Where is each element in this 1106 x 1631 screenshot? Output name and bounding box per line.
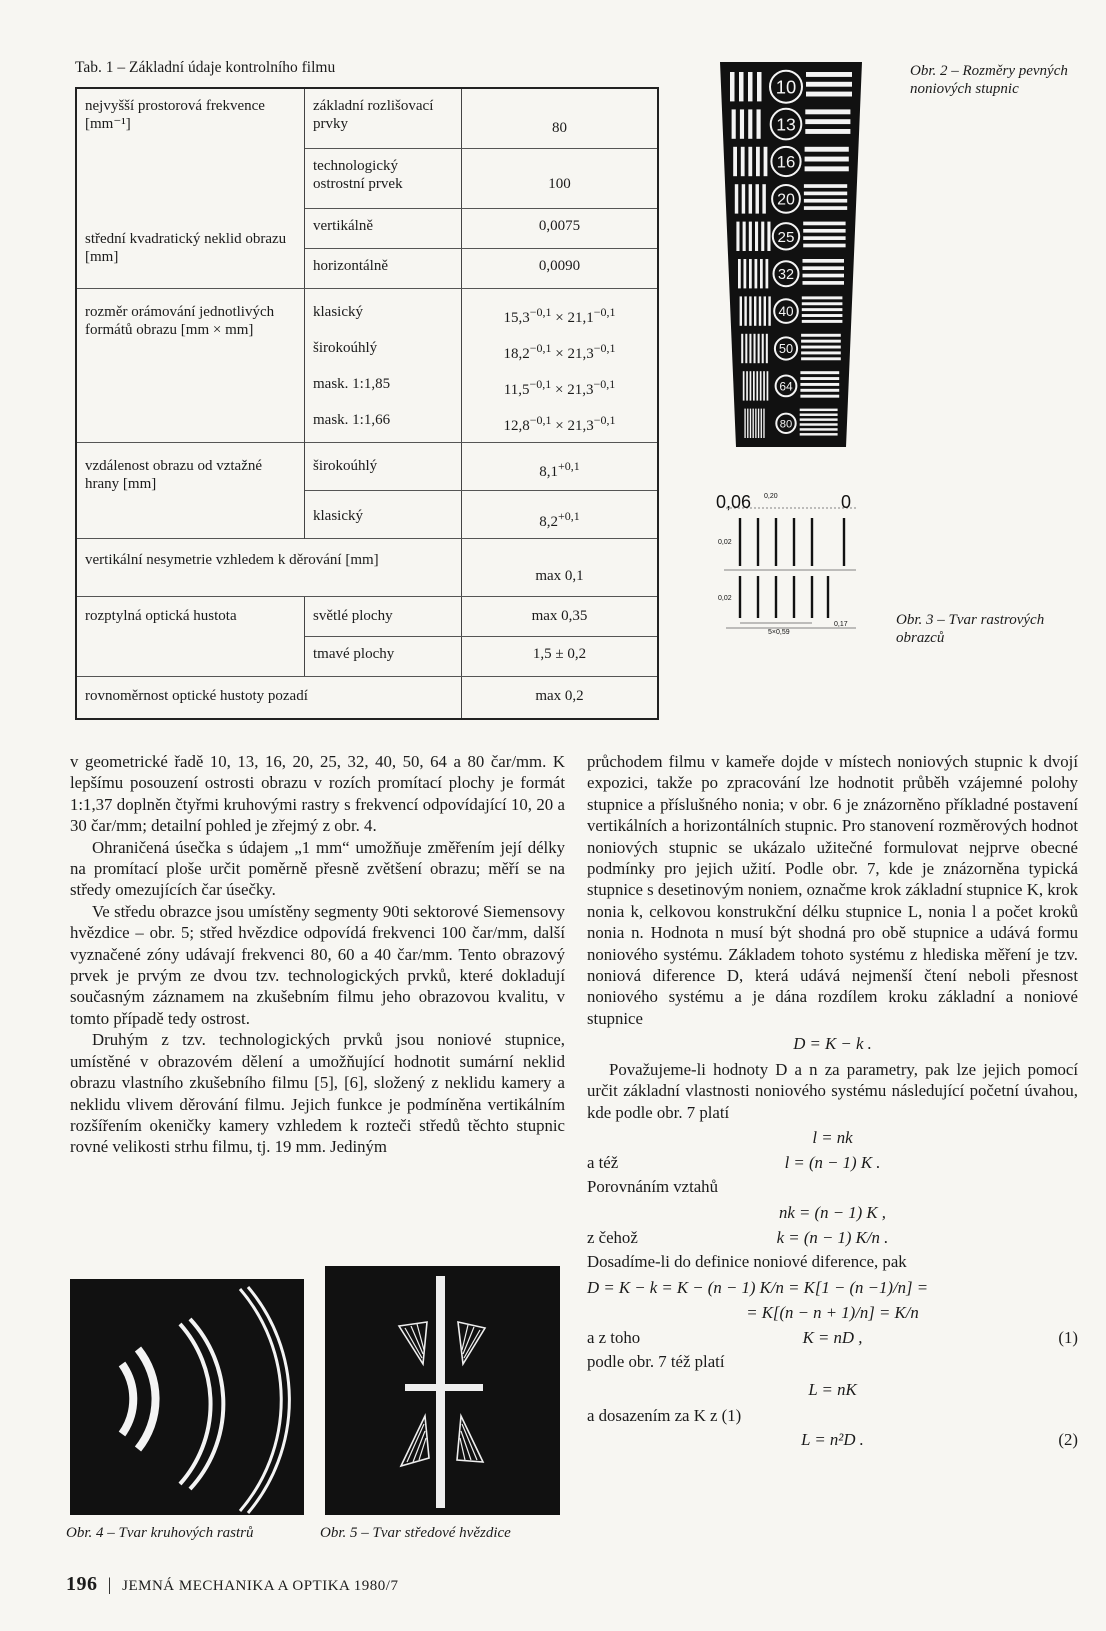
scale-bar bbox=[761, 409, 762, 438]
scale-bar bbox=[803, 244, 845, 248]
paragraph: Považujeme-li hodnoty D a n za parametry, pak lze jejich pomocí určit základní vlastnosti noniového systému následující početní úvahou, kde podle obr. 7 platí bbox=[587, 1059, 1078, 1122]
scale-bar bbox=[805, 157, 849, 162]
tol: −0,1 bbox=[529, 304, 552, 319]
tol: −0,1 bbox=[529, 340, 552, 355]
table-cell: vzdálenost obrazu od vztažné hrany [mm] bbox=[76, 443, 305, 539]
tol: −0,1 bbox=[593, 412, 616, 427]
scale-bar bbox=[800, 414, 838, 416]
scale-bar bbox=[749, 222, 752, 251]
scale-label: 40 bbox=[778, 304, 794, 320]
formula-row bbox=[587, 1351, 1078, 1375]
scale-label: 50 bbox=[778, 341, 794, 357]
scale-bar bbox=[735, 184, 738, 213]
scale-bar bbox=[800, 428, 838, 430]
table-cell: klasický bbox=[305, 288, 462, 331]
tol: +0,1 bbox=[557, 459, 580, 473]
table-cell: rozptylná optická hustota bbox=[76, 597, 305, 677]
scale-bar bbox=[753, 371, 755, 400]
table-cell: 100 bbox=[462, 148, 659, 208]
scale-label: 25 bbox=[777, 228, 795, 246]
scale-bar bbox=[749, 296, 751, 325]
dim-label: 0,02 bbox=[718, 539, 732, 546]
scale-label: 80 bbox=[779, 418, 793, 431]
table-cell: max 0,1 bbox=[462, 539, 659, 597]
scale-bar bbox=[756, 184, 759, 213]
scale-bar bbox=[749, 334, 751, 363]
scale-bar bbox=[800, 433, 838, 435]
scale-bar bbox=[743, 222, 746, 251]
scale-bar bbox=[744, 296, 746, 325]
scale-bar bbox=[760, 371, 762, 400]
formula: = K[(n − n + 1)/n] = K/n bbox=[746, 1302, 919, 1322]
table-cell: klasický bbox=[305, 491, 462, 539]
scale-bar bbox=[746, 371, 748, 400]
scale-bar bbox=[801, 357, 841, 360]
times: × bbox=[555, 417, 564, 434]
dim-label: 0,20 bbox=[764, 493, 778, 500]
value: 8,2 bbox=[539, 514, 558, 530]
tol: −0,1 bbox=[529, 412, 552, 427]
formula: L = n²D . bbox=[801, 1429, 864, 1449]
table-cell: max 0,35 bbox=[462, 597, 659, 637]
separator: | bbox=[107, 1574, 112, 1594]
table-cell: rozměr orámování jednotlivých formátů obrazu [mm × mm] bbox=[76, 288, 305, 443]
times: × bbox=[554, 381, 564, 398]
scale-bar bbox=[802, 320, 843, 323]
tol: +0,1 bbox=[557, 509, 580, 523]
times: × bbox=[555, 309, 564, 326]
tol: −0,1 bbox=[529, 376, 552, 391]
table-cell bbox=[462, 367, 659, 403]
equation-number: (1) bbox=[1058, 1328, 1078, 1348]
scale-bar bbox=[805, 119, 850, 124]
scale-label: 20 bbox=[777, 191, 795, 209]
scale-bar bbox=[732, 109, 736, 138]
formula: k = (n − 1) K/n . bbox=[776, 1228, 889, 1248]
table-cell: max 0,2 bbox=[535, 688, 584, 704]
figure-caption: Obr. 3 – Tvar rastrových obrazců bbox=[896, 612, 1045, 646]
scale-bar bbox=[802, 296, 843, 299]
scale-bar bbox=[800, 383, 839, 386]
table-cell bbox=[462, 443, 659, 491]
table-cell: technologický ostrostní prvek bbox=[305, 148, 462, 208]
scale-bar bbox=[756, 371, 758, 400]
table-cell: 0,0090 bbox=[462, 248, 659, 288]
scale-bar bbox=[750, 371, 752, 400]
scale-bar bbox=[803, 222, 845, 226]
table-cell bbox=[462, 331, 659, 367]
scale-bar bbox=[803, 259, 845, 263]
table-title: Tab. 1 – Základní údaje kontrolního filmu bbox=[75, 59, 336, 76]
scale-bar bbox=[739, 72, 744, 101]
scale-bar bbox=[806, 92, 852, 97]
scale-bar bbox=[762, 184, 765, 213]
scale-bar bbox=[800, 409, 838, 411]
scale-bar bbox=[757, 72, 762, 101]
formula: D = K − k . bbox=[793, 1034, 872, 1054]
scale-bar bbox=[741, 147, 745, 176]
paragraph: Porovnáním vztahů bbox=[587, 1177, 718, 1197]
siemens-star-figure bbox=[325, 1266, 560, 1515]
journal-name: JEMNÁ MECHANIKA A OPTIKA 1980/7 bbox=[122, 1578, 399, 1594]
scale-bar bbox=[749, 184, 752, 213]
scale-bar bbox=[758, 334, 760, 363]
formula: K = nD , bbox=[802, 1328, 863, 1348]
formula-label: podle obr. 7 též platí bbox=[587, 1352, 725, 1372]
paragraph: Druhým z tzv. technologických prvků jsou noniové stupnice, umístěné v obrazovém dělení a umožňující hodnotit sumární neklid obrazu vlastního zkušebního filmu [5], [6], složený z neklidu kamery a neklidu vlivem děrování filmu. Jejich funkce je podmíněna vertikálním rozšířením okeničky kamery vzhledem k rozteči středů těchto stupnic rovné velikosti strhu filmu, tj. 19 mm. Jediným bbox=[70, 1030, 565, 1157]
scale-label: 64 bbox=[779, 379, 793, 394]
dim-label: 0,02 bbox=[718, 595, 732, 602]
paragraph: Ohraničená úsečka s údajem „1 mm“ umožňuje změřením její délky na promítací ploše určit poměrně přesně zvětšení obrazu; měří se na středy omezujících čar úsečky. bbox=[70, 837, 565, 900]
table-cell bbox=[462, 403, 659, 443]
scale-bar bbox=[805, 147, 849, 152]
dim-a: 18,2 bbox=[503, 345, 530, 362]
scale-bar bbox=[802, 302, 843, 305]
scale-bar bbox=[759, 296, 761, 325]
scale-bar bbox=[741, 334, 743, 363]
dim-a: 11,5 bbox=[503, 381, 530, 398]
raster-pattern-figure bbox=[716, 488, 866, 644]
scale-bar bbox=[745, 334, 747, 363]
figure-caption: Obr. 5 – Tvar středové hvězdice bbox=[320, 1525, 511, 1541]
formula-label: z čehož bbox=[587, 1228, 638, 1248]
value: 8,1 bbox=[539, 464, 558, 480]
scale-bar bbox=[804, 192, 847, 196]
scale-bar bbox=[740, 296, 742, 325]
scale-bar bbox=[761, 222, 764, 251]
scale-bar bbox=[763, 409, 764, 438]
scale-label: 0,06 bbox=[716, 492, 752, 512]
table-cell: základní rozlišovací prvky bbox=[305, 88, 462, 148]
table-cell: mask. 1:1,85 bbox=[305, 367, 462, 403]
scale-bar bbox=[766, 259, 769, 288]
scale-bar bbox=[805, 129, 850, 134]
scale-bar bbox=[803, 266, 845, 270]
formula-label: a dosazením za K z (1) bbox=[587, 1405, 742, 1425]
scale-bar bbox=[800, 418, 838, 420]
scale-bar bbox=[738, 259, 741, 288]
scale-bar bbox=[800, 389, 839, 392]
scale-bar bbox=[764, 296, 766, 325]
scale-bar bbox=[736, 222, 739, 251]
scale-bar bbox=[742, 184, 745, 213]
table-cell: střední kvadratický neklid obrazu [mm] bbox=[76, 208, 305, 288]
figure-caption: Obr. 4 – Tvar kruhových rastrů bbox=[66, 1525, 254, 1541]
paragraph: průchodem filmu v kameře dojde v místech noniových stupnic k dvojí expozici, takže po zpracování lze hodnotit průběh vzájemné polohy stupnice a příslušného nonia; v obr. 6 je znázorněno příkladné postavení vertikálních a horizontálních stupnic. Pro stanovení rozměrových hodnot noniových stupnic se ukázalo užitečné formulovat nejprve obecné podmínky pro jejich užití. Podle obr. 7, kde je znázorněna typická stupnice s desetinovým noniem, označme krok základní stupnice K, krok nonia k, celkovou konstrukční délku stupnice L, nonia l a počet kroků nonia n. Hodnota n musí být shodná pro obě stupnice a udává formu noniového systému. Základem tohoto systému z hlediska měření je tzv. noniová diference D, která udává nejmenší čtení neboli přesnost noniového systému a je dána rozdílem kroku základní a noniové stupnice bbox=[587, 752, 1078, 1028]
scale-bar bbox=[755, 222, 758, 251]
table-cell: 80 bbox=[462, 88, 659, 148]
table-cell: mask. 1:1,66 bbox=[305, 403, 462, 443]
scale-bar bbox=[750, 409, 751, 438]
scale-bar bbox=[744, 259, 747, 288]
dim-b: 21,1 bbox=[567, 309, 594, 326]
scale-bar bbox=[754, 296, 756, 325]
scale-bar bbox=[767, 222, 770, 251]
scale-bar bbox=[730, 72, 735, 101]
scale-bar bbox=[803, 274, 845, 278]
text-column-right bbox=[587, 751, 1078, 1453]
table-cell: 1,5 ± 0,2 bbox=[462, 637, 659, 677]
scale-bar bbox=[743, 371, 745, 400]
table-cell: širokoúhlý bbox=[305, 331, 462, 367]
scale-bar bbox=[801, 346, 841, 349]
scale-label: 0 bbox=[841, 492, 852, 512]
scale-bar bbox=[804, 206, 847, 210]
data-table bbox=[75, 87, 659, 720]
scale-bar bbox=[760, 259, 763, 288]
scale-bar bbox=[733, 147, 737, 176]
scale-bar bbox=[756, 147, 760, 176]
paragraph: v geometrické řadě 10, 13, 16, 20, 25, 32, 40, 50, 64 a 80 čar/mm. K lepšímu posouzení ostrosti obrazu v rozích promítací plochy je formát 1:1,37 doplněn čtyřmi kruhovými rastry s frekvencí odpovídající 10, 20 a 30 čar/mm; detailní pohled je zřejmý z obr. 4. bbox=[70, 752, 565, 836]
table-cell bbox=[462, 491, 659, 539]
dim-b: 21,3 bbox=[567, 417, 594, 434]
formula-row bbox=[587, 1152, 1078, 1176]
scale-bar bbox=[748, 147, 752, 176]
scale-bar bbox=[754, 334, 756, 363]
scale-bar bbox=[753, 409, 754, 438]
table-cell: nejvyšší prostorová frekvence [mm⁻¹] bbox=[76, 88, 305, 208]
scale-bar bbox=[740, 109, 744, 138]
formula: nk = (n − 1) K , bbox=[778, 1202, 886, 1222]
scale-bar bbox=[749, 259, 752, 288]
table-cell: tmavé plochy bbox=[305, 637, 462, 677]
scale-bar bbox=[806, 72, 852, 77]
formula-row bbox=[587, 1327, 1078, 1351]
formula: l = (n − 1) K . bbox=[784, 1153, 881, 1173]
formula-label: a též bbox=[587, 1153, 619, 1173]
scale-bar bbox=[755, 409, 756, 438]
scale-bar bbox=[803, 229, 845, 233]
table-cell: vertikální nesymetrie vzhledem k děrování [mm] bbox=[76, 539, 462, 597]
scale-label: 13 bbox=[776, 114, 796, 135]
page-number: 196 bbox=[66, 1573, 98, 1595]
table-cell: světlé plochy bbox=[305, 597, 462, 637]
scale-label: 16 bbox=[776, 152, 796, 172]
scale-bar bbox=[805, 166, 849, 171]
formula-row bbox=[587, 1429, 1078, 1453]
table-cell bbox=[462, 288, 659, 331]
dim-a: 15,3 bbox=[503, 309, 530, 326]
paragraph: Ve středu obrazce jsou umístěny segmenty 90ti sektorové Siemensovy hvězdice – obr. 5; střed hvězdice odpovídá frekvenci 100 čar/mm, další vyznačené zóny udávají frekvenci 80, 60 a 40 čar/mm. Tento obrazový prvek je prvým ze dvou tzv. technologických prvků, které dokladují současným záznamem na zkušebním filmu jeho obrazovou kvalitu, v tomto případě tedy ostrost. bbox=[70, 901, 565, 1028]
scale-bar bbox=[805, 109, 850, 114]
tol: −0,1 bbox=[593, 304, 616, 319]
table-cell: vertikálně bbox=[305, 208, 462, 248]
tol: −0,1 bbox=[593, 376, 616, 391]
scale-bar bbox=[806, 82, 852, 87]
scale-bar bbox=[800, 395, 839, 398]
circular-raster-figure bbox=[70, 1279, 304, 1515]
scale-bar bbox=[763, 371, 765, 400]
scale-bar bbox=[801, 351, 841, 354]
scale-bar bbox=[757, 109, 761, 138]
page-footer bbox=[66, 1573, 398, 1596]
scale-bar bbox=[804, 199, 847, 203]
scale-bar bbox=[800, 371, 839, 374]
dim-b: 21,3 bbox=[567, 345, 594, 362]
scale-bar bbox=[800, 423, 838, 425]
tol: −0,1 bbox=[593, 340, 616, 355]
dim-label: 0,17 bbox=[834, 621, 848, 628]
text-column-left bbox=[70, 751, 565, 1158]
table-cell: horizontálně bbox=[305, 248, 462, 288]
scale-bar bbox=[801, 340, 841, 343]
nonius-scale-figure bbox=[720, 62, 862, 447]
scale-bar bbox=[804, 184, 847, 188]
table-cell: 0,0075 bbox=[462, 208, 659, 248]
scale-bar bbox=[748, 72, 753, 101]
table-cell: rovnoměrnost optické hustoty pozadí bbox=[76, 677, 462, 719]
scale-bar bbox=[744, 409, 745, 438]
formula: l = nk bbox=[812, 1127, 853, 1147]
scale-label: 10 bbox=[775, 76, 797, 98]
scale-bar bbox=[762, 334, 764, 363]
scale-bar bbox=[747, 409, 748, 438]
scale-bar bbox=[801, 334, 841, 337]
formula-row bbox=[587, 1405, 1078, 1429]
scale-bar bbox=[766, 334, 768, 363]
formula: D = K − k = K − (n − 1) K/n = K[1 − (n −1)/n] = bbox=[587, 1277, 929, 1297]
scale-bar bbox=[803, 236, 845, 240]
dim-a: 12,8 bbox=[503, 417, 530, 434]
scale-bar bbox=[800, 377, 839, 380]
formula: L = nK bbox=[808, 1380, 857, 1400]
scale-bar bbox=[755, 259, 758, 288]
scale-bar bbox=[748, 109, 752, 138]
scale-bar bbox=[802, 308, 843, 311]
scale-bar bbox=[767, 371, 769, 400]
scale-bar bbox=[764, 147, 768, 176]
table-cell: širokoúhlý bbox=[305, 443, 462, 491]
scale-bar bbox=[768, 296, 770, 325]
equation-number: (2) bbox=[1058, 1429, 1078, 1449]
scale-bar bbox=[803, 281, 845, 285]
paragraph: Dosadíme-li do definice noniové diference, pak bbox=[587, 1252, 907, 1272]
dim-label: 5×0,59 bbox=[768, 629, 790, 636]
scale-bar bbox=[758, 409, 759, 438]
formula-label: a z toho bbox=[587, 1328, 641, 1348]
times: × bbox=[555, 345, 564, 362]
formula-row bbox=[587, 1227, 1078, 1251]
dim-b: 21,3 bbox=[567, 381, 594, 398]
figure-caption: Obr. 2 – Rozměry pevných noniových stupnic bbox=[910, 63, 1068, 97]
scale-label: 32 bbox=[777, 266, 795, 283]
scale-bar bbox=[802, 314, 843, 317]
